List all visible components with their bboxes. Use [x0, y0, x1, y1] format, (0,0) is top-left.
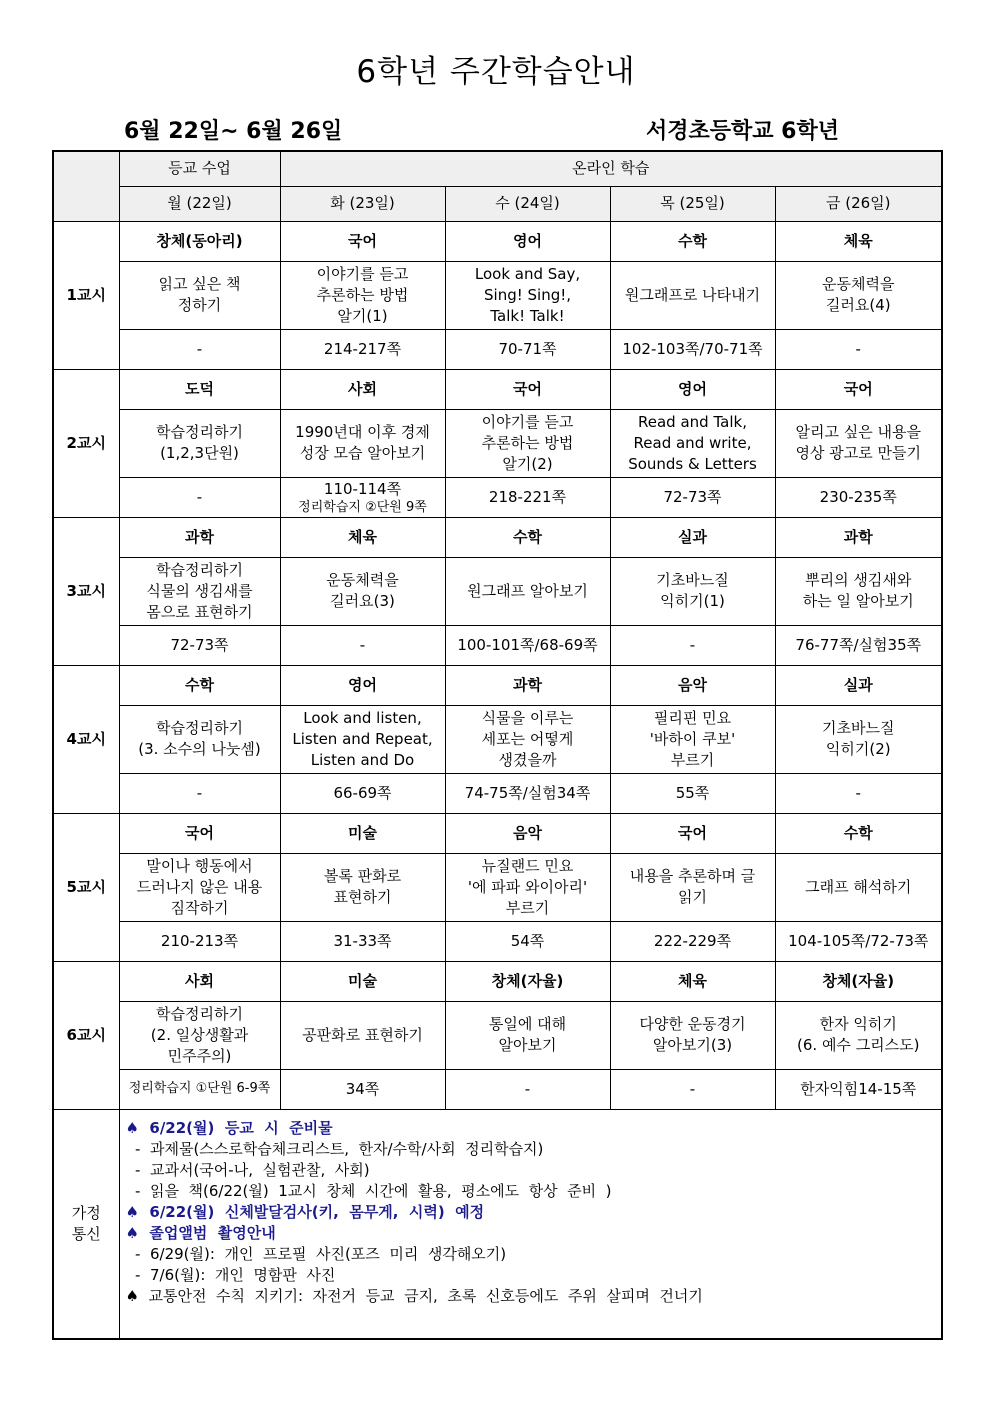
- content-cell: [445, 261, 610, 329]
- content-cell: [445, 557, 610, 625]
- pages-row: [53, 1069, 942, 1109]
- subject-cell: 국어: [610, 813, 775, 853]
- subject-cell: 창체(자율): [775, 961, 942, 1001]
- subject-cell: 영어: [445, 221, 610, 261]
- notes-row: [53, 1109, 942, 1339]
- pages-cell: [775, 329, 942, 369]
- cell-line: 정하기: [177, 296, 222, 314]
- content-cell: [610, 1001, 775, 1069]
- subject-cell: 사회: [119, 961, 280, 1001]
- subject-cell: 수학: [610, 221, 775, 261]
- pages-text: 31-33쪽: [333, 931, 392, 950]
- cell-line: 알기(2): [502, 454, 553, 473]
- cell-line: 영상 광고로 만들기: [795, 444, 921, 462]
- pages-text: 214-217쪽: [323, 339, 402, 358]
- cell-line: (1,2,3단원): [160, 444, 239, 462]
- cell-line: 필리핀 민요: [653, 708, 732, 727]
- notes-label-line: 통신: [71, 1224, 101, 1243]
- subject-cell: 과학: [445, 665, 610, 705]
- notes-item: - 6/29(월): 개인 프로필 사진(포즈 미리 생각해오기): [125, 1244, 507, 1263]
- subject-cell: 음악: [610, 665, 775, 705]
- cell-line: 세포는 어떻게: [481, 729, 574, 748]
- period-label: 1교시: [53, 221, 119, 369]
- subject-cell: 수학: [119, 665, 280, 705]
- content-cell: [775, 261, 942, 329]
- cell-line: 생겼을까: [498, 750, 557, 769]
- cell-line: Read and write,: [633, 433, 752, 452]
- cell-line: 기초바느질: [656, 571, 729, 589]
- content-cell: [610, 557, 775, 625]
- content-cell: [280, 409, 445, 477]
- pages-row: [53, 773, 942, 813]
- notes-item: ♠ 졸업앨범 촬영안내: [125, 1223, 276, 1242]
- cell-line: 드러나지 않은 내용: [136, 877, 263, 896]
- cell-line: 짐작하기: [170, 898, 229, 917]
- pages-cell: [610, 773, 775, 813]
- subject-cell: 과학: [119, 517, 280, 557]
- cell-line: (3. 소수의 나눗셈): [138, 740, 261, 758]
- period-label: 3교시: [53, 517, 119, 665]
- cell-line: 익히기(2): [825, 740, 891, 758]
- notes-content: [119, 1109, 942, 1339]
- content-cell: [445, 409, 610, 477]
- header-day: 금 (26일): [775, 186, 942, 221]
- pages-cell: [280, 477, 445, 517]
- subject-cell: 체육: [610, 961, 775, 1001]
- header-corner: [53, 151, 119, 221]
- pages-cell: [775, 625, 942, 665]
- cell-line: 몸으로 표현하기: [146, 602, 253, 621]
- cell-line: 알아보기(3): [652, 1036, 733, 1054]
- cell-line: 읽고 싶은 책: [158, 275, 241, 293]
- subject-cell: 국어: [280, 221, 445, 261]
- subject-cell: 도덕: [119, 369, 280, 409]
- pages-text: 한자익힘14-15쪽: [800, 1079, 917, 1098]
- pages-text: -: [689, 635, 696, 654]
- cell-line: Talk! Talk!: [490, 306, 565, 325]
- pages-text: 55쪽: [675, 783, 710, 802]
- cell-line: 민주주의): [167, 1046, 232, 1065]
- content-row: [53, 261, 942, 329]
- header-day: 화 (23일): [280, 186, 445, 221]
- cell-line: 운동체력을: [326, 571, 399, 589]
- cell-line: Listen and Do: [310, 750, 415, 769]
- cell-line: 이야기를 듣고: [316, 264, 409, 283]
- cell-line: 알기(1): [337, 306, 388, 325]
- cell-line: 통일에 대해: [488, 1015, 567, 1033]
- pages-cell: [119, 625, 280, 665]
- content-cell: [280, 705, 445, 773]
- cell-line: 부르기: [505, 898, 550, 917]
- pages-text: 34쪽: [345, 1079, 380, 1098]
- subject-cell: 국어: [775, 369, 942, 409]
- pages-text: 66-69쪽: [333, 783, 392, 802]
- cell-line: 알리고 싶은 내용을: [795, 423, 921, 441]
- subject-cell: 영어: [610, 369, 775, 409]
- cell-line: 공판화로 표현하기: [302, 1025, 423, 1044]
- content-cell: [775, 853, 942, 921]
- pages-text: -: [855, 339, 861, 358]
- cell-line: 성장 모습 알아보기: [299, 444, 426, 462]
- header-day: 월 (22일): [119, 186, 280, 221]
- pages-text: -: [524, 1079, 531, 1098]
- pages-cell: [775, 477, 942, 517]
- header-day: 목 (25일): [610, 186, 775, 221]
- pages-cell: [610, 921, 775, 961]
- cell-line: 원그래프 알아보기: [467, 581, 588, 600]
- content-cell: [119, 409, 280, 477]
- cell-line: 볼록 판화로: [323, 867, 402, 885]
- content-cell: [445, 705, 610, 773]
- notes-item: ♠ 6/22(월) 등교 시 준비물: [125, 1118, 333, 1137]
- notes-item: - 7/6(월): 개인 명함판 사진: [125, 1265, 336, 1284]
- subject-cell: 미술: [280, 961, 445, 1001]
- cell-line: 부르기: [670, 750, 715, 769]
- cell-line: 알아보기: [498, 1036, 557, 1054]
- pages-cell: [119, 921, 280, 961]
- pages-cell: [119, 1069, 280, 1109]
- cell-line: 뿌리의 생김새와: [805, 571, 912, 589]
- pages-cell: [775, 921, 942, 961]
- content-cell: [775, 1001, 942, 1069]
- subject-cell: 국어: [445, 369, 610, 409]
- pages-cell: [610, 1069, 775, 1109]
- notes-label-line: 가정: [71, 1203, 101, 1222]
- pages-cell: [280, 773, 445, 813]
- cell-line: 원그래프로 나타내기: [624, 285, 761, 304]
- cell-line: Listen and Repeat,: [292, 729, 433, 748]
- content-cell: [119, 557, 280, 625]
- pages-text: 110-114쪽: [323, 479, 402, 498]
- pages-cell: [445, 625, 610, 665]
- cell-line: Look and listen,: [303, 708, 422, 727]
- notes-item: - 과제물(스스로학습체크리스트, 한자/수학/사회 정리학습지): [125, 1139, 544, 1158]
- cell-line: 익히기(1): [660, 592, 725, 610]
- subject-row: [53, 961, 942, 1001]
- subject-row: [53, 517, 942, 557]
- pages-cell: [775, 773, 942, 813]
- pages-text: 230-235쪽: [819, 487, 897, 506]
- content-cell: [445, 853, 610, 921]
- pages-cell: [610, 477, 775, 517]
- cell-line: 이야기를 듣고: [481, 412, 574, 431]
- page-title: 6학년 주간학습안내: [356, 54, 636, 90]
- pages-text: 210-213쪽: [160, 931, 239, 950]
- cell-line: (2. 일상생활과: [150, 1025, 249, 1044]
- pages-text: 70-71쪽: [498, 339, 557, 358]
- pages-text: 54쪽: [510, 931, 545, 950]
- cell-line: 다양한 운동경기: [639, 1015, 746, 1033]
- pages-text: 102-103쪽/70-71쪽: [622, 339, 763, 358]
- content-cell: [775, 557, 942, 625]
- cell-line: (6. 예수 그리스도): [797, 1036, 920, 1054]
- content-cell: [610, 261, 775, 329]
- notes-label: [53, 1109, 119, 1339]
- content-row: [53, 409, 942, 477]
- subject-cell: 사회: [280, 369, 445, 409]
- pages-cell: [280, 1069, 445, 1109]
- pages-text: -: [689, 1079, 696, 1098]
- notes-item: - 교과서(국어-나, 실험관찰, 사회): [125, 1160, 370, 1179]
- header-row-days: [53, 186, 942, 221]
- pages-cell: [445, 921, 610, 961]
- cell-line: 내용을 추론하며 글: [629, 867, 756, 885]
- cell-line: '바하이 쿠보': [649, 729, 736, 748]
- period-label: 4교시: [53, 665, 119, 813]
- subject-cell: 국어: [119, 813, 280, 853]
- cell-line: 하는 일 알아보기: [802, 592, 914, 610]
- cell-line: 1990년대 이후 경제: [295, 423, 430, 441]
- content-cell: [280, 1001, 445, 1069]
- weekly-schedule-table: [52, 150, 943, 1340]
- pages-row: [53, 477, 942, 517]
- pages-cell: [280, 921, 445, 961]
- content-cell: [610, 409, 775, 477]
- cell-line: 추론하는 방법: [481, 433, 574, 452]
- header-online: 온라인 학습: [280, 151, 942, 186]
- subject-cell: 수학: [775, 813, 942, 853]
- subject-cell: 미술: [280, 813, 445, 853]
- pages-cell: [280, 625, 445, 665]
- subject-cell: 수학: [445, 517, 610, 557]
- pages-text: -: [359, 635, 366, 654]
- pages-row: [53, 329, 942, 369]
- cell-line: 운동체력을: [822, 275, 895, 293]
- pages-text: 76-77쪽/실험35쪽: [795, 635, 922, 654]
- subject-cell: 영어: [280, 665, 445, 705]
- pages-cell: [610, 329, 775, 369]
- subject-cell: 창체(자율): [445, 961, 610, 1001]
- pages-cell: [445, 329, 610, 369]
- cell-line: 말이나 행동에서: [146, 856, 253, 875]
- cell-line: Sing! Sing!,: [484, 285, 571, 304]
- cell-line: 그래프 해석하기: [805, 877, 912, 896]
- header-row-groups: [53, 151, 942, 186]
- subject-cell: 과학: [775, 517, 942, 557]
- cell-line: Sounds & Letters: [628, 454, 757, 473]
- subject-cell: 창체(동아리): [119, 221, 280, 261]
- content-cell: [280, 557, 445, 625]
- content-cell: [119, 261, 280, 329]
- pages-text: 100-101쪽/68-69쪽: [457, 635, 598, 654]
- notes-item: ♠ 교통안전 수칙 지키기: 자전거 등교 금지, 초록 신호등에도 주위 살피며 건너기: [125, 1286, 703, 1305]
- pages-text: -: [196, 487, 203, 506]
- pages-row: [53, 921, 942, 961]
- pages-cell: [445, 1069, 610, 1109]
- pages-extra: 정리학습지 ②단원 9쪽: [298, 499, 427, 515]
- subject-cell: 음악: [445, 813, 610, 853]
- subject-row: [53, 665, 942, 705]
- period-label: 6교시: [53, 961, 119, 1109]
- cell-line: 학습정리하기: [156, 560, 243, 579]
- pages-cell: [610, 625, 775, 665]
- content-row: [53, 853, 942, 921]
- content-cell: [119, 705, 280, 773]
- cell-line: 추론하는 방법: [316, 285, 409, 304]
- subject-cell: 실과: [775, 665, 942, 705]
- notes-item: ♠ 6/22(월) 신체발달검사(키, 몸무게, 시력) 예정: [125, 1202, 485, 1221]
- cell-line: 학습정리하기: [156, 423, 243, 441]
- pages-text: 222-229쪽: [653, 931, 732, 950]
- cell-line: 길러요(3): [330, 592, 395, 610]
- pages-text: 정리학습지 ①단원 6-9쪽: [128, 1081, 271, 1096]
- content-cell: [445, 1001, 610, 1069]
- content-cell: [610, 705, 775, 773]
- content-cell: [119, 1001, 280, 1069]
- notes-item: - 읽을 책(6/22(월) 1교시 창체 시간에 활용, 평소에도 항상 준비 ): [125, 1181, 612, 1200]
- pages-cell: [119, 773, 280, 813]
- content-cell: [280, 261, 445, 329]
- pages-cell: [280, 329, 445, 369]
- cell-line: 식물을 이루는: [481, 708, 574, 727]
- pages-text: 218-221쪽: [488, 487, 567, 506]
- cell-line: 학습정리하기: [156, 719, 243, 737]
- cell-line: 한자 익히기: [819, 1015, 897, 1033]
- subject-cell: 체육: [280, 517, 445, 557]
- pages-text: 104-105쪽/72-73쪽: [788, 931, 929, 950]
- subject-cell: 체육: [775, 221, 942, 261]
- cell-line: Look and Say,: [474, 264, 581, 283]
- content-row: [53, 1001, 942, 1069]
- cell-line: 표현하기: [333, 888, 392, 906]
- pages-cell: [445, 477, 610, 517]
- pages-text: 72-73쪽: [663, 487, 722, 506]
- period-label: 5교시: [53, 813, 119, 961]
- cell-line: 읽기: [678, 888, 707, 906]
- pages-cell: [119, 477, 280, 517]
- pages-text: -: [196, 339, 203, 358]
- subject-row: [53, 813, 942, 853]
- subject-row: [53, 221, 942, 261]
- school-name: 서경초등학교 6학년: [646, 119, 839, 144]
- pages-text: 72-73쪽: [170, 635, 229, 654]
- pages-row: [53, 625, 942, 665]
- cell-line: 기초바느질: [822, 719, 895, 737]
- cell-line: 길러요(4): [825, 296, 891, 314]
- pages-text: -: [855, 783, 861, 802]
- content-cell: [775, 705, 942, 773]
- cell-line: '에 파파 와이아리': [467, 877, 588, 896]
- cell-line: Read and Talk,: [638, 412, 747, 431]
- cell-line: 식물의 생김새를: [146, 581, 253, 600]
- cell-line: 학습정리하기: [156, 1004, 243, 1023]
- content-cell: [119, 853, 280, 921]
- subject-cell: 실과: [610, 517, 775, 557]
- content-cell: [280, 853, 445, 921]
- pages-cell: [445, 773, 610, 813]
- subject-row: [53, 369, 942, 409]
- content-cell: [610, 853, 775, 921]
- cell-line: 뉴질랜드 민요: [481, 856, 574, 875]
- pages-text: 74-75쪽/실험34쪽: [464, 783, 591, 802]
- pages-text: -: [196, 783, 203, 802]
- date-range: 6월 22일~ 6월 26일: [124, 119, 343, 144]
- content-row: [53, 557, 942, 625]
- header-day: 수 (24일): [445, 186, 610, 221]
- content-cell: [775, 409, 942, 477]
- period-label: 2교시: [53, 369, 119, 517]
- pages-cell: [119, 329, 280, 369]
- content-row: [53, 705, 942, 773]
- header-offline: 등교 수업: [119, 151, 280, 186]
- pages-cell: [775, 1069, 942, 1109]
